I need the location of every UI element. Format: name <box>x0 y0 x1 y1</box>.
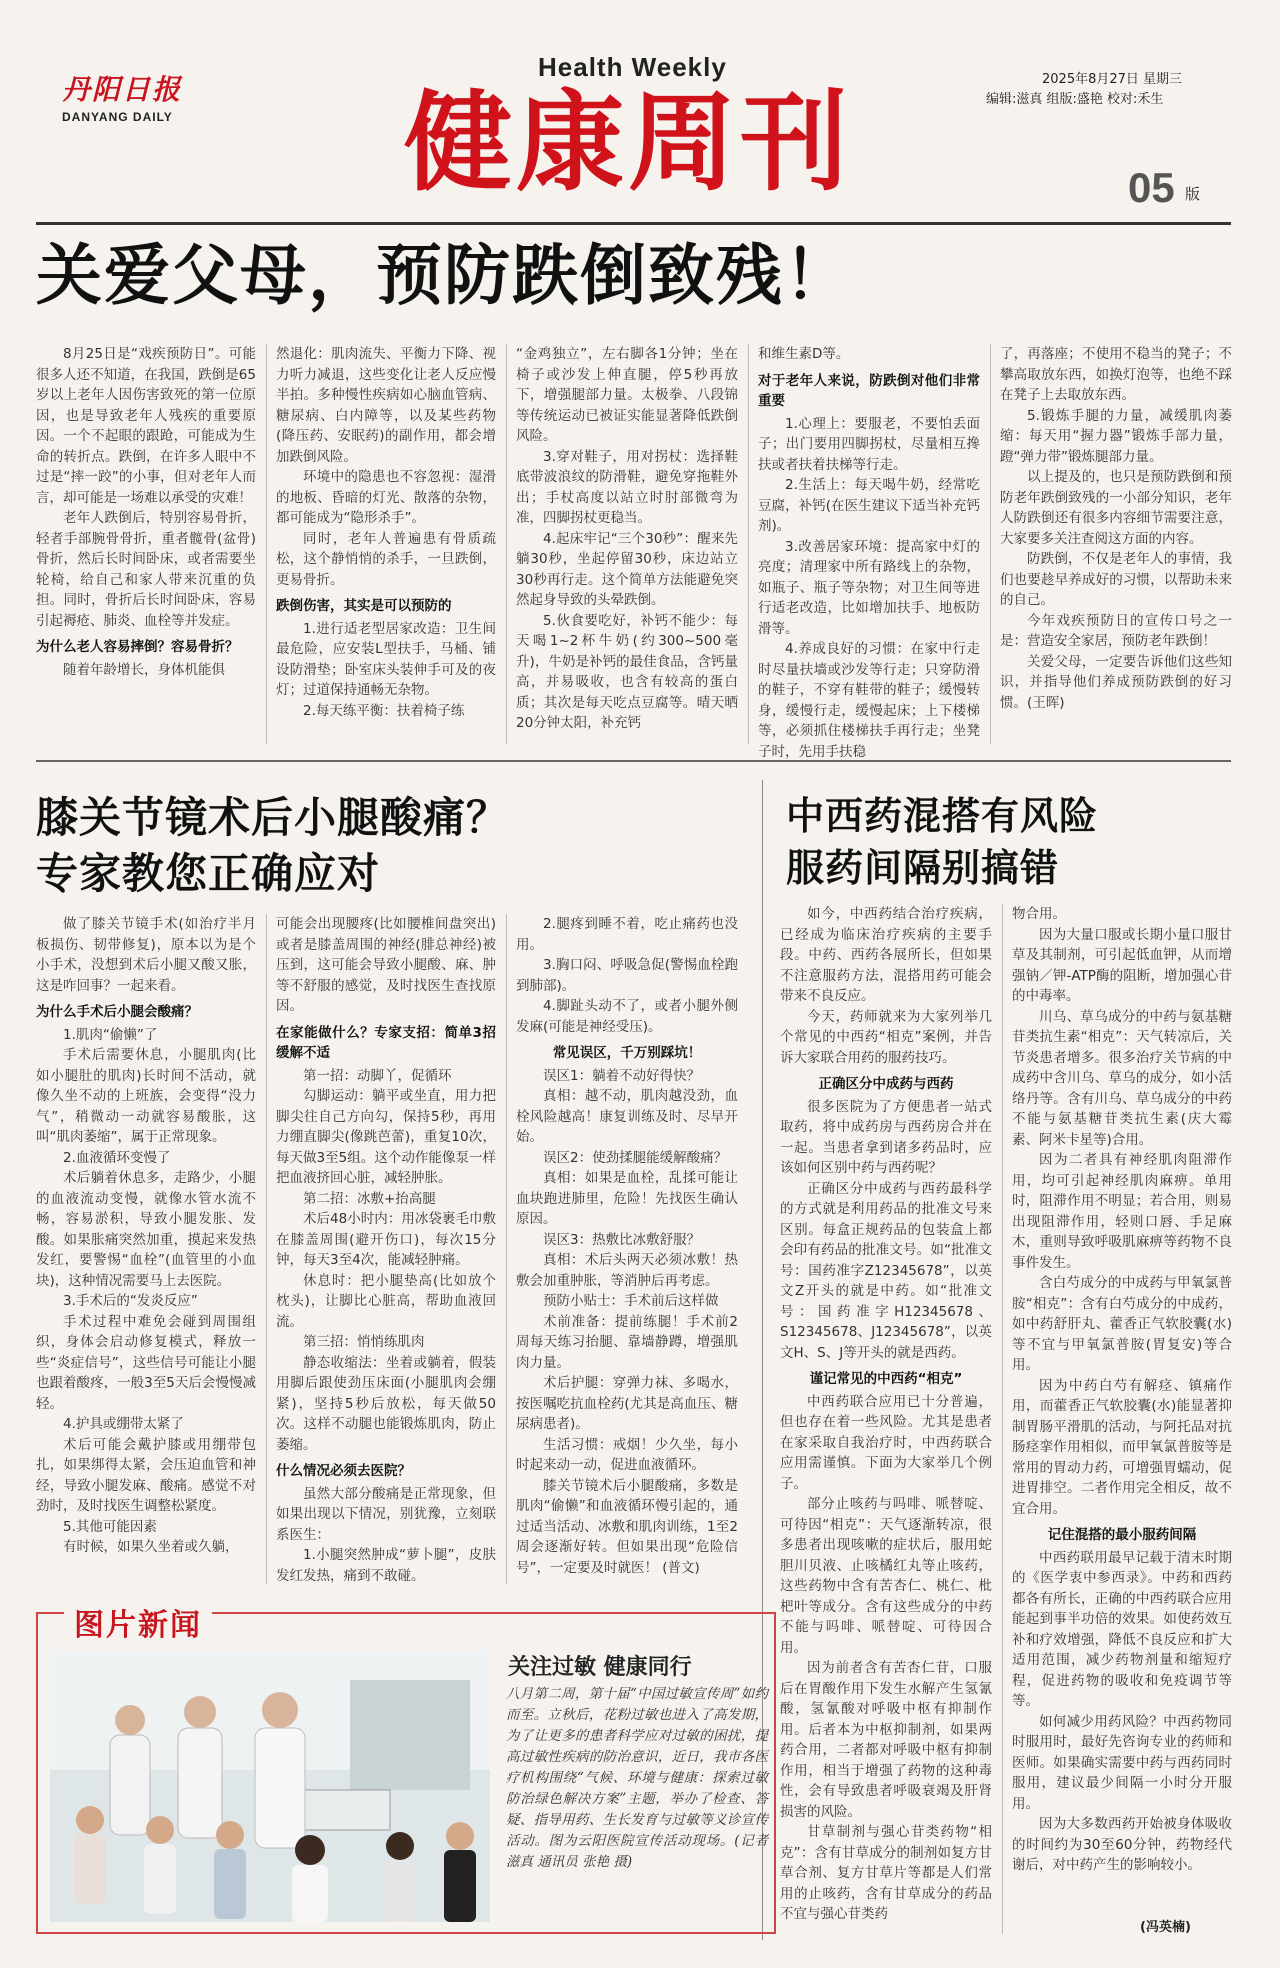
editor-credits: 编辑:滋真 组版:盛艳 校对:禾生 <box>986 92 1164 107</box>
article1-column-2 <box>276 344 496 744</box>
paragraph: 1.心理上：要服老，不要怕丢面子；出门要用四脚拐杖，尽量相互搀扶或者扶着扶梯等行走。 <box>758 415 980 473</box>
column-divider <box>748 344 749 744</box>
column-divider <box>1002 904 1003 1934</box>
subheading: 常见误区，千万别踩坑！ <box>552 1045 702 1061</box>
section-title-en: Health Weekly <box>538 52 727 82</box>
paragraph: 老年人跌倒后，特别容易骨折，轻者手部腕骨骨折，重者髋骨(盆骨)骨折，然后长时间卧床，或者需要坐轮椅，给自己和家人带来沉重的负担。同时，骨折后长时间卧床，容易引起褥疮、肺炎、血栓等并发症。 <box>36 510 256 629</box>
paragraph: 因为大多数西药开始被身体吸收的时间约为30至60分钟，药物经代谢后，对中药产生的影响较小。 <box>1012 1816 1232 1873</box>
section-divider <box>36 760 1231 762</box>
paragraph: 4.脚趾头动不了，或者小腿外侧发麻(可能是神经受压)。 <box>516 998 738 1035</box>
paragraph: 1.肌肉“偷懒”了 <box>63 1026 158 1043</box>
paragraph: 今天，药师就来为大家列举几个常见的中西药“相克”案例，并告诉大家联合用药的服药技巧。 <box>780 1008 992 1066</box>
paragraph: 物合用。 <box>1012 906 1066 922</box>
subheading: 什么情况必须去医院？ <box>276 1463 411 1479</box>
paragraph: 防跌倒，不仅是老年人的事情，我们也要趁早养成好的习惯，以帮助未来的自己。 <box>1000 551 1232 608</box>
paragraph: 因为大量口服或长期小量口服甘草及其制剂，可引起低血钾，从而增强钠／钾-ATP酶的阻断，增加强心苷的中毒率。 <box>1012 926 1232 1004</box>
headline-line-1: 中西药混搭有风险 <box>786 794 1099 838</box>
paragraph: 手术后需要休息，小腿肌肉(比如小腿肚的肌肉)长时间不活动，就像久坐不动的上班族，会变得“没力气”，稍微动一动就容易酸胀，这叫“肌肉萎缩”，属于正常现象。 <box>36 1047 256 1145</box>
paragraph: 因为前者含有苦杏仁苷，口服后在胃酸作用下发生水解产生氢氰酸，氢氰酸对呼吸中枢有抑制作用。后者本为中枢抑制剂，如果两药合用，二者都对呼吸中枢有抑制作用，相当于增强了药物的这种毒性，会有导致患者呼吸衰竭及肝肾损害的风险。 <box>780 1660 992 1820</box>
paragraph: 生活习惯：戒烟！少久坐，每小时起来动一动，促进血液循环。 <box>516 1436 738 1473</box>
subheading: 为什么手术后小腿会酸痛？ <box>36 1004 198 1020</box>
paragraph: 8月25日是“戏疾预防日”。可能很多人还不知道，在我国，跌倒是65岁以上老年人因伤害致死的第一位原因，也是导致老年人残疾的重要原因。一个不起眼的跟跄，可能成为生命的转折点。跌倒，在许多人眼中不过是“摔一跤”的小事，但对老年人而言，却可能是一场难以承受的灾难！ <box>36 346 256 506</box>
paragraph: 和维生素D等。 <box>758 346 850 362</box>
section-title-cn: 健康周刊 <box>404 81 853 206</box>
paragraph: 1.小腿突然肿成“萝卜腿”，皮肤发红发热，痛到不敢碰。 <box>276 1547 496 1584</box>
paragraph: 休息时：把小腿垫高(比如放个枕头)，让脚比心脏高，帮助血液回流。 <box>276 1272 496 1330</box>
paragraph: 真相：越不动，肌肉越没劲，血栓风险越高！康复训练及时、尽早开始。 <box>516 1088 738 1145</box>
paragraph: 5.锻炼手腿的力量，减缓肌肉萎缩：每天用“握力器”锻炼手部力量，蹬“弹力带”锻炼腿部力量。 <box>1000 407 1232 465</box>
article3-byline: (冯英楠) <box>1140 1920 1191 1935</box>
paragraph: 1.进行适老型居家改造：卫生间最危险，应安装L型扶手，马桶、铺设防滑垫；卧室床头装伸手可及的夜灯；过道保持通畅无杂物。 <box>276 620 496 698</box>
subheading: 在家能做什么？专家支招：简单3招缓解不适 <box>276 1024 496 1061</box>
subheading: 正确区分中成药与西药 <box>818 1076 954 1092</box>
paragraph: 2.腿疼到睡不着，吃止痛药也没用。 <box>516 916 738 953</box>
paragraph: 做了膝关节镜手术(如治疗半月板损伤、韧带修复)，原本以为是个小手术，没想到术后小腿又酸又胀，这是咋回事？一起来看。 <box>36 916 256 994</box>
paragraph: 正确区分中成药与西药最科学的方式就是利用药品的批准文号来区别。每盒正规药品的包装盒上都会印有药品的批准文号。如“批准文号：国药准字Z12345678”，以英文Z开头的就是中药。如“批准文号：国药准字H12345678、S12345678、J12345678”，以英文H、S、J等开头的就是西药。 <box>780 1180 992 1361</box>
subheading: 记住混搭的最小服药间隔 <box>1047 1527 1197 1543</box>
page-number: 05 <box>1128 164 1175 211</box>
paragraph: 术前准备：提前练腿！手术前2周每天练习抬腿、靠墙静蹲，增强肌肉力量。 <box>516 1313 738 1371</box>
paragraph: 很多医院为了方便患者一站式取药，将中成药房与西药房合并在一起。当患者拿到诸多药品时，应该如何区别中药与西药呢？ <box>780 1098 992 1176</box>
paragraph: 术后48小时内：用冰袋裹毛巾敷在膝盖周围(避开伤口)，每次15分钟，每天3至4次，能减轻肿痛。 <box>276 1211 496 1268</box>
paragraph: 真相：术后头两天必须冰敷！热敷会加重肿胀，等消肿后再考虑。 <box>516 1252 738 1289</box>
paragraph: 4.起床牢记“三个30秒”：醒来先躺30秒，坐起停留30秒，床边站立30秒再行走。这个简单方法能避免突然起身导致的头晕跌倒。 <box>516 530 738 608</box>
paragraph: 然退化：肌肉流失、平衡力下降、视力听力减退，这些变化让老人反应慢半拍。多种慢性疾病如心脑血管病、糖尿病、白内障等，以及某些药物(降压药、安眠药)的副作用，都会增加跌倒风险。 <box>276 346 496 465</box>
photo-news-caption: 八月第二周，第十届“中国过敏宣传周”如约而至。立秋后，花粉过敏也进入了高发期，为了让更多的患者科学应对过敏的困扰，提高过敏性疾病的防治意识，近日，我市各医疗机构围绕“气候、环境与健康：探索过敏防治绿色解决方案”主题，举办了检查、答疑、指导用药、生长发育与过敏等义诊宣传活动。图为云阳医院宣传活动现场。(记者 滋真 通讯员 张艳 摄) <box>506 1686 768 1870</box>
paragraph: 同时，老年人普遍患有骨质疏松，这个静悄悄的杀手，一旦跌倒，更易骨折。 <box>276 530 496 588</box>
paragraph: 关爱父母，一定要告诉他们这些知识，并指导他们养成预防跌倒的好习惯。(王晖) <box>1000 653 1232 711</box>
paragraph: 真相：如果是血栓，乱揉可能让血块跑进肺里，危险！先找医生确认原因。 <box>516 1170 738 1227</box>
column-divider <box>506 344 507 744</box>
paragraph: 2.生活上：每天喝牛奶，经常吃豆腐，补钙(在医生建议下适当补充钙剂)。 <box>758 477 980 534</box>
paragraph: 膝关节镜术后小腿酸痛，多数是肌肉“偷懒”和血液循环慢引起的，通过适当活动、冰敷和肌肉训练，1至2周会逐渐好转。但如果出现“危险信号”，一定要及时就医！ (普文) <box>516 1477 738 1576</box>
paragraph: 因为二者具有神经肌肉阻滞作用，均可引起神经肌肉麻痹。单用时，阻滞作用不明显；若合用，则易出现阻滞作用，轻则口唇、手足麻木，重则导致呼吸肌麻痹等药物不良事件发生。 <box>1012 1152 1232 1271</box>
article1-column-1 <box>36 344 256 744</box>
paragraph: 以上提及的，也只是预防跌倒和预防老年跌倒致残的一小部分知识，老年人防跌倒还有很多内容细节需要注意，大家要多关注查阅这方面的内容。 <box>1000 469 1232 547</box>
paragraph: 误区2：使劲揉腿能缓解酸痛？ <box>543 1149 728 1166</box>
issue-date: 2025年8月27日 星期三 <box>1042 72 1183 87</box>
page-suffix: 版 <box>1185 185 1201 203</box>
article3-column-2 <box>1012 904 1232 1914</box>
subheading: 为什么老人容易摔倒？容易骨折？ <box>36 639 239 655</box>
paragraph: 勾脚运动：躺平或坐直，用力把脚尖往自己方向勾，保持5秒，再用力绷直脚尖(像跳芭蕾)，重复10次，每天做3至5组。这个动作能像泵一样把血液挤回心脏，减轻肿胀。 <box>276 1088 496 1186</box>
article3-column-1 <box>780 904 992 1934</box>
newspaper-logo <box>62 68 222 124</box>
article1-column-5 <box>1000 344 1232 744</box>
paragraph: 3.手术后的“发炎反应” <box>63 1293 198 1309</box>
logo-chinese: 丹阳日报 <box>62 73 183 106</box>
article1-column-4 <box>758 344 980 760</box>
article2-column-3 <box>516 914 738 1584</box>
paragraph: 今年戏疾预防日的宣传口号之一是：营造安全家居，预防老年跌倒！ <box>1000 612 1232 649</box>
paragraph: 误区1：躺着不动好得快？ <box>543 1067 701 1084</box>
headline-line-1: 膝关节镜术后小腿酸痛？ <box>36 793 510 842</box>
paragraph: 随着年龄增长，身体机能俱 <box>63 661 225 678</box>
paragraph: 4.护具或绷带太紧了 <box>63 1416 184 1432</box>
logo-english: DANYANG DAILY <box>62 110 173 124</box>
paragraph: 术后躺着休息多，走路少，小腿的血液流动变慢，就像水管水流不畅，容易淤积，导致小腿发胀、发酸。如果胀痛突然加重，摸起来发热发红，要警惕“血栓”(血管里的小血块)，这种情况需要马上去医院。 <box>36 1170 256 1289</box>
subheading: 跌倒伤害，其实是可以预防的 <box>276 598 452 614</box>
paragraph: 误区3：热敷比冰敷舒服？ <box>543 1231 701 1248</box>
article3-headline <box>786 790 1098 894</box>
paragraph: 术后可能会戴护膝或用绷带包扎，如果绑得太紧，会压迫血管和神经，导致小腿发麻、酸痛。感觉不对劲时，及时找医生调整松紧度。 <box>36 1436 256 1514</box>
photo-news-label: 图片新闻 <box>64 1600 212 1644</box>
paragraph: 3.改善居家环境：提高家中灯的亮度；清理家中所有路线上的杂物，如瓶子、瓶子等杂物；对卫生间等进行适老改造，比如增加扶手、地板防滑等。 <box>758 538 980 637</box>
paragraph: 第一招：动脚丫，促循环 <box>303 1067 452 1084</box>
paragraph: 甘草制剂与强心苷类药物“相克”：含有甘草成分的制剂如复方甘草合剂、复方甘草片等都是人们常用的止咳药，含有甘草成分的药品不宜与强心苷类药 <box>780 1824 992 1922</box>
paragraph: 3.穿对鞋子，用对拐杖：选择鞋底带波浪纹的防滑鞋，避免穿拖鞋外出；手杖高度以站立时肘部微弯为准，四脚拐杖更稳当。 <box>516 448 738 526</box>
photo-news-title: 关注过敏 健康同行 <box>508 1655 692 1680</box>
news-photo <box>50 1650 490 1922</box>
paragraph: 因为中药白芍有解痉、镇痛作用，而藿香正气软胶囊(水)能显著抑制胃肠平滑肌的活动，与阿托品对抗肠痉挛作用相似，而甲氧氯普胺等是常用的胃动力药，可增强胃蠕动，促进胃排空。二者作用完全相反，故不宜合用。 <box>1012 1377 1232 1517</box>
paragraph: 术后护腿：穿弹力袜、多喝水，按医嘱吃抗血栓药(尤其是高血压、糖尿病患者)。 <box>516 1375 738 1432</box>
paragraph: 如何减少用药风险？中西药物同时服用时，最好先咨询专业的药师和医师。如果确实需要中药与西药同时服用，建议最少间隔一小时分开服用。 <box>1012 1713 1232 1812</box>
paragraph: 2.血液循环变慢了 <box>63 1149 171 1166</box>
article1-headline: 关爱父母，预防跌倒致残！ <box>36 237 852 314</box>
paragraph: 2.每天练平衡：扶着椅子练 <box>303 702 465 719</box>
paragraph: 第三招：悄悄练肌肉 <box>303 1334 425 1350</box>
masthead-divider <box>36 222 1231 225</box>
paragraph: 川乌、草乌成分的中药与氨基糖苷类抗生素“相克”：天气转凉后，关节炎患者增多。很多治疗关节病的中成药中含川乌、草乌的成分，如小活络丹等。含有川乌、草乌成分的中药不能与氨基糖苷类抗生素(庆大霉素、阿米卡星等)合用。 <box>1012 1008 1232 1148</box>
article1-column-3 <box>516 344 738 744</box>
subheading: 谨记常见的中西药“相克” <box>809 1371 963 1387</box>
paragraph: 3.胸口闷、呼吸急促(警惕血栓跑到肺部)。 <box>516 957 738 994</box>
paragraph: 手术过程中难免会碰到周围组织，身体会启动修复模式，释放一些“炎症信号”，这些信号可能让小腿也跟着酸疼，一般3至5天后会慢慢减轻。 <box>36 1313 256 1412</box>
headline-line-2: 服药间隔别搞错 <box>786 846 1060 890</box>
paragraph: 虽然大部分酸痛是正常现象，但如果出现以下情况，别犹豫，立刻联系医生： <box>276 1485 496 1543</box>
article2-column-2 <box>276 914 496 1584</box>
paragraph: 含白芍成分的中成药与甲氧氯普胺“相克”：含有白芍成分的中成药，如中药舒肝丸、藿香正气软胶囊(水)等不宜与甲氧氯普胺(胃复安)等合用。 <box>1012 1275 1232 1373</box>
paragraph: 了，再落座；不使用不稳当的凳子；不攀高取放东西，如换灯泡等，也绝不踩在凳子上去取放东西。 <box>1000 346 1232 403</box>
paragraph: 可能会出现腰疼(比如腰椎间盘突出)或者是膝盖周围的神经(腓总神经)被压到，这可能会导致小腿酸、麻、肿等不舒服的感觉，及时找医生查找原因。 <box>276 916 496 1014</box>
column-divider <box>990 344 991 744</box>
paragraph: 有时候，如果久坐着或久躺， <box>63 1539 239 1555</box>
paragraph: 环境中的隐患也不容忽视：湿滑的地板、昏暗的灯光、散落的杂物，都可能成为“隐形杀手”。 <box>276 469 496 526</box>
paragraph: 预防小贴士：手术前后这样做 <box>543 1293 719 1309</box>
paragraph: 5.其他可能因素 <box>63 1518 157 1535</box>
paragraph: 静态收缩法：坐着或躺着，假装用脚后跟使劲压床面(小腿肌肉会绷紧)，坚持5秒后放松，每天做50次。这样不动腿也能锻炼肌肉，防止萎缩。 <box>276 1354 496 1453</box>
paragraph: 中西药联合应用已十分普遍，但也存在着一些风险。尤其是患者在家采取自我治疗时，中西药联合应用需谨慎。下面为大家举几个例子。 <box>780 1393 992 1492</box>
paragraph: 第二招：冰敷+抬高腿 <box>303 1190 436 1207</box>
paragraph: 4.养成良好的习惯：在家中行走时尽量扶墙或沙发等行走；只穿防滑的鞋子，不穿有鞋带的鞋子；缓慢转身，缓慢行走，缓慢起床；上下楼梯等，必须抓住楼梯扶手再行走；坐凳子时，先用手扶稳 <box>758 641 980 760</box>
paragraph: 部分止咳药与吗啡、哌替啶、可待因“相克”：天气逐渐转凉，很多患者出现咳嗽的症状后，服用蛇胆川贝液、止咳橘红丸等止咳药，这些药物中含有苦杏仁、桃仁、枇杷叶等成分。含有这些成分的中药不能与吗啡、哌替啶、可待因合用。 <box>780 1496 992 1656</box>
paragraph: 如今，中西药结合治疗疾病，已经成为临床治疗疾病的主要手段。中药、西药各展所长，但如果不注意服药方法，混搭用药可能会带来不良反应。 <box>780 906 992 1004</box>
paragraph: “金鸡独立”，左右脚各1分钟；坐在椅子或沙发上伸直腿，停5秒再放下，增强腿部力量。太极拳、八段锦等传统运动已被证实能显著降低跌倒风险。 <box>516 346 738 444</box>
article2-headline <box>36 790 509 902</box>
subheading: 对于老年人来说，防跌倒对他们非常重要 <box>758 372 980 409</box>
column-divider <box>506 914 507 1584</box>
column-divider <box>266 344 267 744</box>
headline-line-2: 专家教您正确应对 <box>36 849 381 898</box>
paragraph: 中西药联用最早记载于清末时期的《医学衷中参西录》。中药和西药都各有所长，正确的中西药联合应用能起到事半功倍的效果。如使药效互补和疗效增强，降低不良反应和扩大适用范围，减少药物剂量和缩短疗程，促进药物的吸收和免疫调节等等。 <box>1012 1549 1232 1709</box>
article2-column-1 <box>36 914 256 1584</box>
paragraph: 5.伙食要吃好，补钙不能少：每天喝1~2杯牛奶(约300~500毫升)，牛奶是补钙的最佳食品，含钙量高，并易吸收，也含有较高的蛋白质；其次是每天吃点豆腐等。晴天晒20分钟太阳，补充钙 <box>516 612 738 731</box>
clinic-scene-illustration <box>50 1650 490 1922</box>
column-divider <box>266 914 267 1584</box>
